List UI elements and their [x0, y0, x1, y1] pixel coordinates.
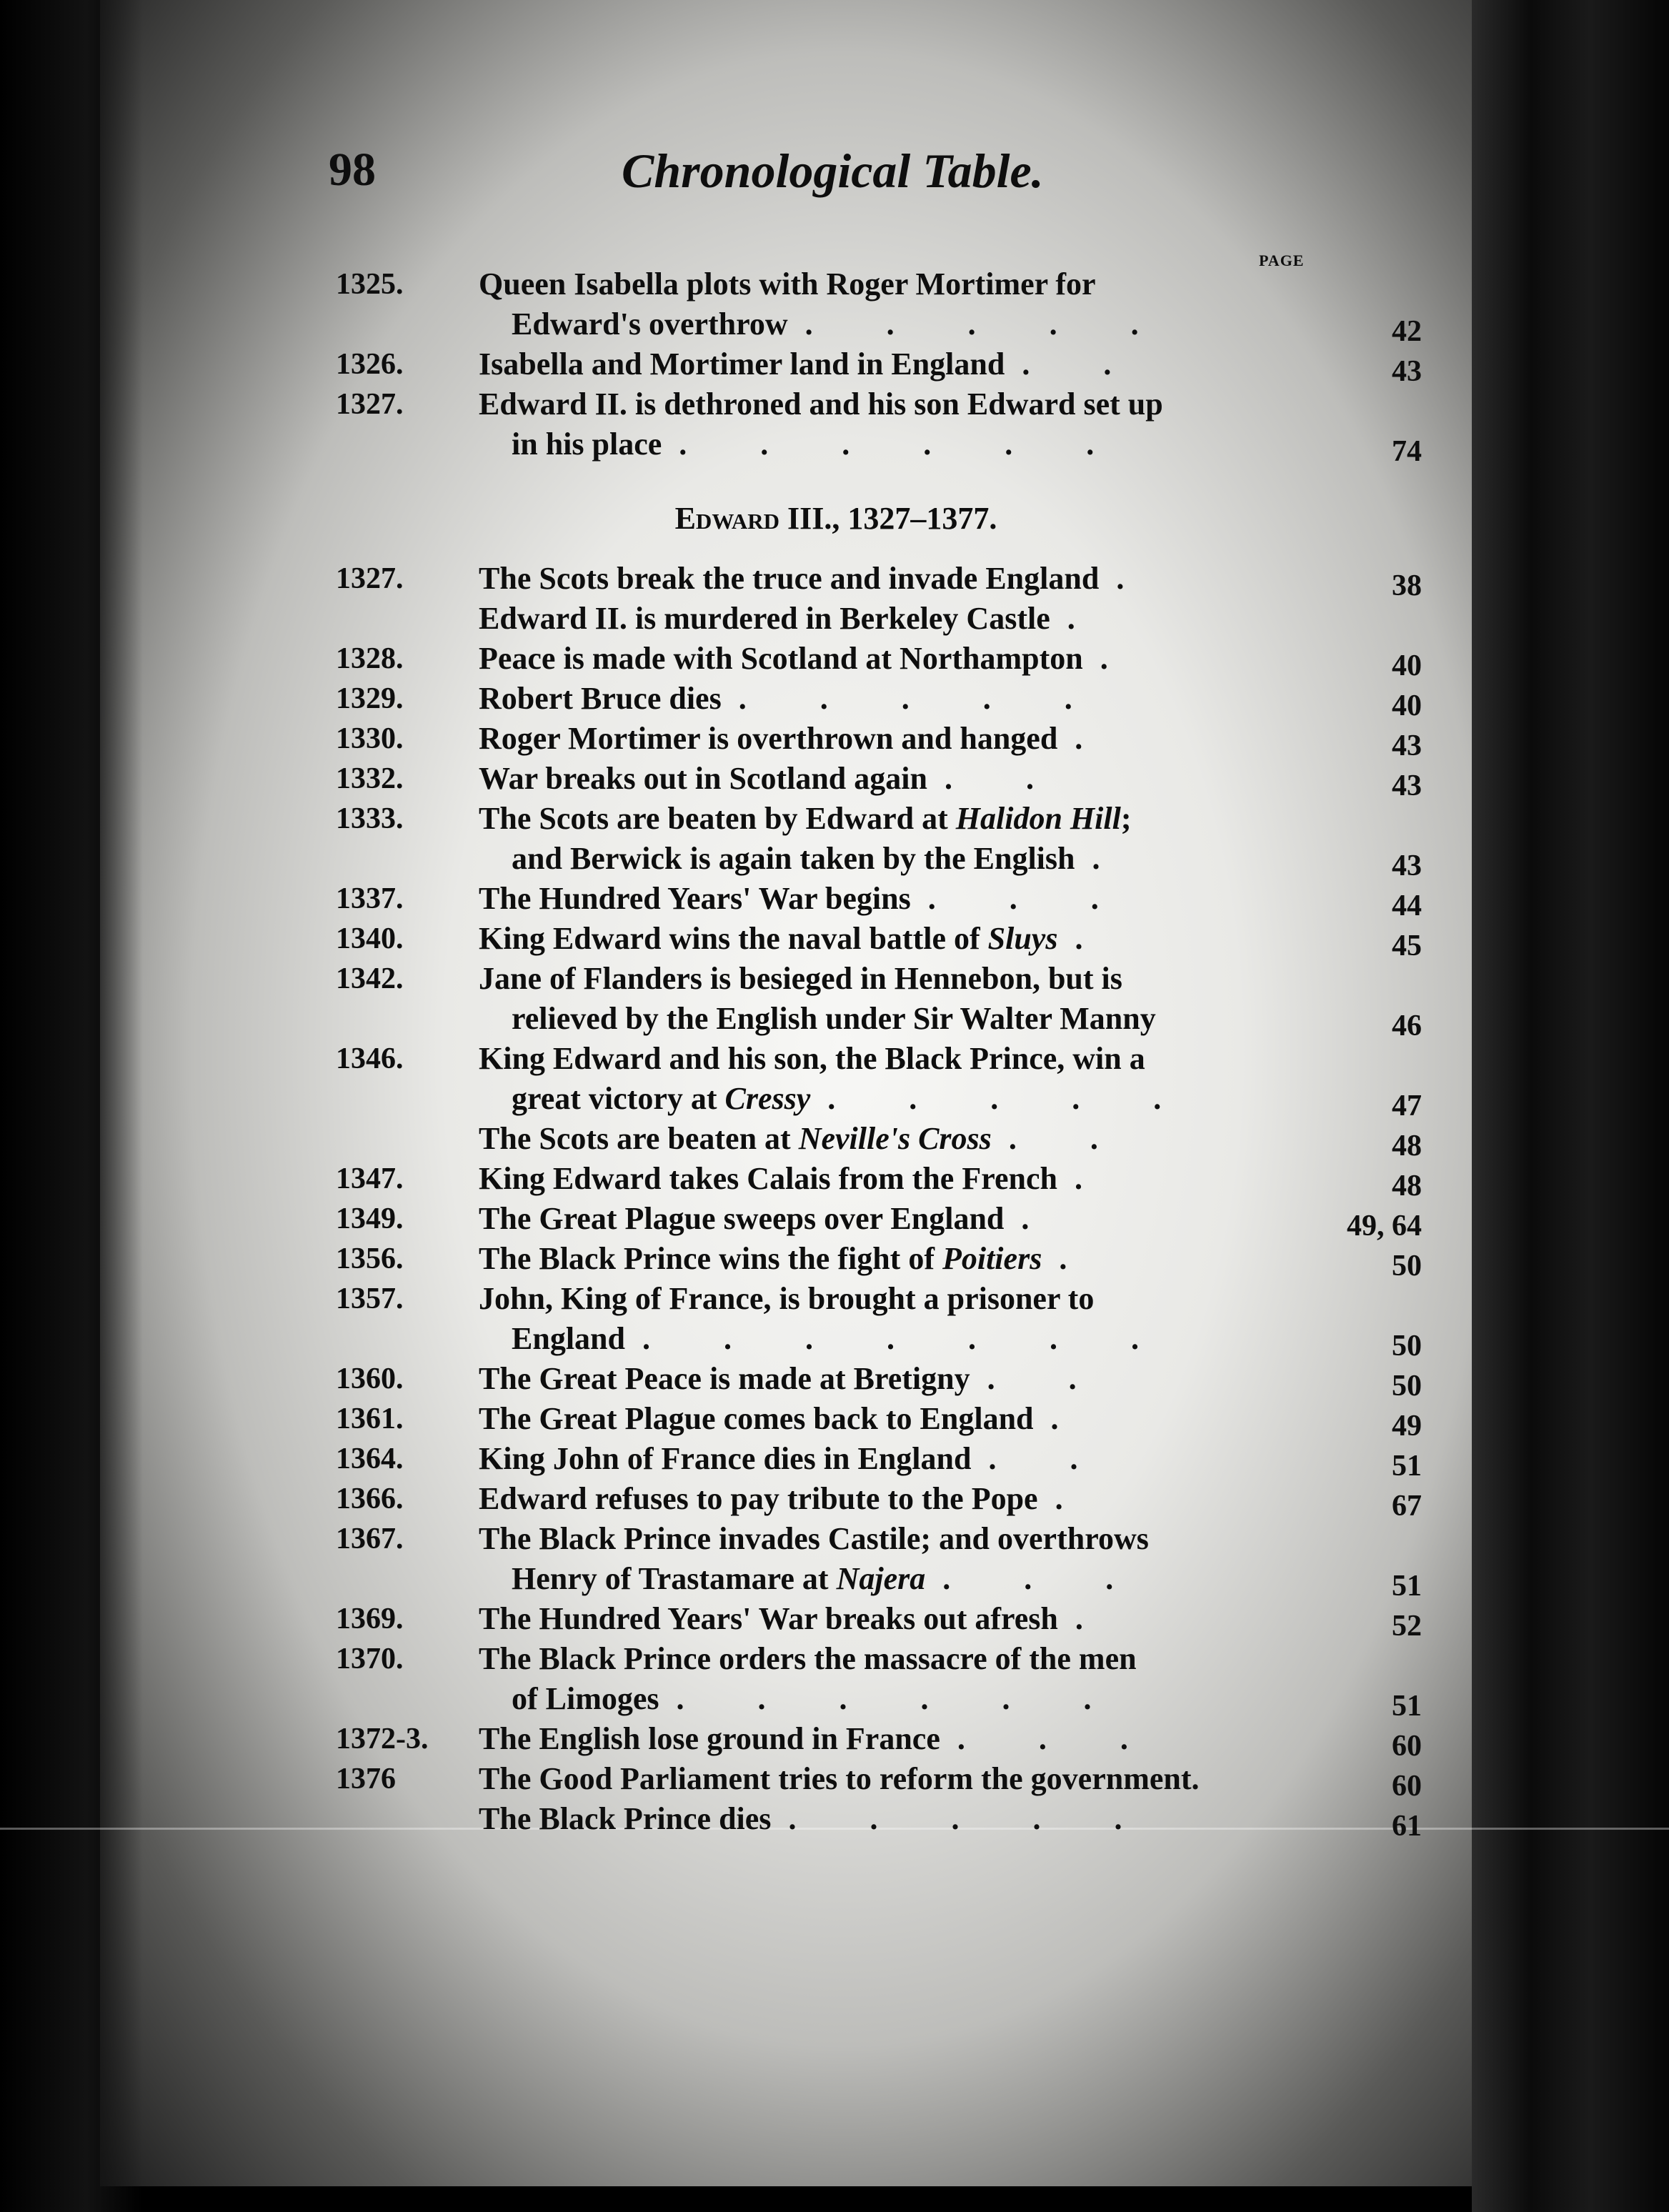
- table-row: [336, 639, 1422, 682]
- table-row: [336, 1359, 1422, 1403]
- entry-text-cont: in his place . . . . . .: [512, 427, 1127, 462]
- entry-year: 1357.: [336, 1282, 404, 1315]
- entry-year: 1360.: [336, 1362, 404, 1395]
- entry-page: 51: [1392, 1450, 1422, 1483]
- table-row: [336, 344, 1422, 388]
- entry-page: 50: [1392, 1370, 1422, 1403]
- entry-year: 1361.: [336, 1403, 404, 1435]
- entry-text: Peace is made with Scotland at Northampton .: [479, 641, 1141, 676]
- entry-text: John, King of France, is brought a prisoner to: [479, 1281, 1095, 1316]
- table-row: [336, 1799, 1422, 1843]
- entry-page: 52: [1392, 1610, 1422, 1643]
- entry-text: The Hundred Years' War breaks out afresh .: [479, 1601, 1116, 1636]
- table-row: [336, 799, 1422, 882]
- table-row: [336, 1479, 1422, 1523]
- entry-text-cont: great victory at Cressy . . . . .: [512, 1081, 1195, 1116]
- table-row: [336, 1599, 1422, 1643]
- entry-text-cont: of Limoges . . . . . .: [512, 1681, 1125, 1716]
- entry-text: Isabella and Mortimer land in England . .: [479, 347, 1145, 382]
- table-row: [336, 919, 1422, 962]
- entry-text: The Black Prince dies . . . . .: [479, 1801, 1155, 1836]
- entry-text: The English lose ground in France . . .: [479, 1721, 1161, 1756]
- table-row: [336, 384, 1422, 468]
- entry-text: The Great Plague sweeps over England .: [479, 1201, 1062, 1236]
- table-row: [336, 719, 1422, 762]
- entry-page: 43: [1392, 729, 1422, 762]
- entry-year: 1376: [336, 1763, 396, 1795]
- entry-text: Edward II. is murdered in Berkeley Castle .: [479, 601, 1108, 636]
- table-row: [336, 1119, 1422, 1162]
- entry-text: The Black Prince invades Castile; and overthrows: [479, 1521, 1149, 1556]
- entry-text: King Edward wins the naval battle of Sluys .: [479, 921, 1116, 956]
- table-row: [336, 959, 1422, 1042]
- table-row: [336, 559, 1422, 602]
- entry-text: King John of France dies in England . .: [479, 1441, 1111, 1476]
- entry-page: 47: [1392, 1090, 1422, 1122]
- entry-year: 1325.: [336, 268, 404, 301]
- entry-page: 49: [1392, 1410, 1422, 1443]
- running-title: Chronological Table.: [622, 144, 1044, 198]
- entry-text: The Hundred Years' War begins . . .: [479, 881, 1132, 916]
- entry-page: 45: [1392, 930, 1422, 962]
- entry-page: 48: [1392, 1130, 1422, 1162]
- reign-name: Edward III.,: [674, 501, 840, 536]
- entry-text: King Edward and his son, the Black Prince, win a: [479, 1041, 1145, 1076]
- entry-page: 40: [1392, 689, 1422, 722]
- entry-year: 1327.: [336, 388, 404, 421]
- entry-page: 49, 64: [1347, 1210, 1422, 1242]
- entry-text-cont: Henry of Trastamare at Najera . . .: [512, 1561, 1147, 1596]
- page-header: [329, 143, 1357, 221]
- entry-text: King Edward takes Calais from the French .: [479, 1161, 1115, 1196]
- entry-page: 60: [1392, 1770, 1422, 1803]
- entry-text: The Black Prince wins the fight of Poitiers .: [479, 1241, 1100, 1276]
- entry-page: 61: [1392, 1810, 1422, 1843]
- entry-page: 60: [1392, 1730, 1422, 1763]
- table-row: [336, 1519, 1422, 1603]
- entry-year: 1340.: [336, 922, 404, 955]
- table-row: [336, 1159, 1422, 1202]
- entry-year: 1326.: [336, 348, 404, 381]
- entry-page: 74: [1392, 435, 1422, 468]
- table-row: [336, 599, 1336, 639]
- entry-page: 43: [1392, 355, 1422, 388]
- entry-text: The Scots are beaten by Edward at Halidon Hill;: [479, 801, 1132, 836]
- entry-year: 1349.: [336, 1202, 404, 1235]
- table-row: [336, 1719, 1422, 1763]
- entry-year: 1328.: [336, 642, 404, 675]
- entry-year: 1347.: [336, 1162, 404, 1195]
- entry-page: 50: [1392, 1330, 1422, 1362]
- entry-page: 42: [1392, 315, 1422, 348]
- entry-year: 1372-3.: [336, 1723, 429, 1755]
- chronological-table: [336, 264, 1422, 1843]
- entry-text: The Great Plague comes back to England .: [479, 1401, 1092, 1436]
- entry-year: 1356.: [336, 1242, 404, 1275]
- entry-year: 1370.: [336, 1643, 404, 1675]
- page-column-label: PAGE: [1259, 251, 1305, 269]
- entry-text: Robert Bruce dies . . . . .: [479, 681, 1105, 716]
- reign-heading: [336, 464, 1336, 559]
- page-number: 98: [329, 144, 376, 196]
- entry-page: 46: [1392, 1010, 1422, 1042]
- entry-year: 1329.: [336, 682, 404, 715]
- entry-page: 43: [1392, 850, 1422, 882]
- scan-left-border: [0, 0, 143, 2212]
- entry-year: 1333.: [336, 802, 404, 835]
- entry-page: 50: [1392, 1250, 1422, 1282]
- entry-page: 43: [1392, 769, 1422, 802]
- entry-year: 1342.: [336, 962, 404, 995]
- entry-text-cont: and Berwick is again taken by the English .: [512, 841, 1133, 876]
- entry-page: 67: [1392, 1490, 1422, 1523]
- entry-text: Edward II. is dethroned and his son Edward set up: [479, 387, 1163, 422]
- entry-page: 44: [1392, 890, 1422, 922]
- entry-text-cont: England . . . . . . .: [512, 1321, 1172, 1356]
- entry-year: 1332.: [336, 762, 404, 795]
- entry-page: 40: [1392, 649, 1422, 682]
- table-row: [336, 1759, 1422, 1803]
- entry-year: 1337.: [336, 882, 404, 915]
- table-row: [336, 1239, 1422, 1282]
- entry-page: 38: [1392, 569, 1422, 602]
- table-row: [336, 1039, 1422, 1122]
- entry-page: 48: [1392, 1170, 1422, 1202]
- entry-year: 1327.: [336, 562, 404, 595]
- entry-text: The Scots break the truce and invade England .: [479, 561, 1157, 596]
- entry-year: 1367.: [336, 1523, 404, 1555]
- entry-year: 1346.: [336, 1042, 404, 1075]
- table-row: [336, 1399, 1422, 1443]
- entry-year: 1364.: [336, 1443, 404, 1475]
- table-row: [336, 759, 1422, 802]
- entry-text: Jane of Flanders is besieged in Hennebon, but is: [479, 961, 1122, 996]
- entry-text: The Black Prince orders the massacre of the men: [479, 1641, 1137, 1676]
- book-spine: [1472, 0, 1669, 2212]
- entry-page: 51: [1392, 1570, 1422, 1603]
- table-row: [336, 1439, 1422, 1483]
- entry-page: 51: [1392, 1690, 1422, 1723]
- entry-text-cont: relieved by the English under Sir Walter Manny: [512, 1001, 1156, 1036]
- entry-text: The Scots are beaten at Neville's Cross . .: [479, 1121, 1131, 1156]
- reign-years: 1327–1377.: [847, 501, 997, 536]
- table-row: [336, 1279, 1422, 1362]
- entry-text: Edward refuses to pay tribute to the Pope .: [479, 1481, 1096, 1516]
- table-row: [336, 879, 1422, 922]
- table-row: [336, 1199, 1422, 1242]
- entry-year: 1330.: [336, 722, 404, 755]
- entry-text-cont: Edward's overthrow . . . . .: [512, 307, 1172, 342]
- entry-year: 1366.: [336, 1483, 404, 1515]
- table-row: [336, 679, 1422, 722]
- entry-text: War breaks out in Scotland again . .: [479, 761, 1067, 796]
- entry-text: The Great Peace is made at Bretigny . .: [479, 1361, 1110, 1396]
- entry-text: Roger Mortimer is overthrown and hanged .: [479, 721, 1116, 756]
- entry-year: 1369.: [336, 1603, 404, 1635]
- table-row: [336, 264, 1422, 348]
- table-row: [336, 1639, 1422, 1723]
- entry-text: Queen Isabella plots with Roger Mortimer for: [479, 266, 1096, 302]
- entry-text: The Good Parliament tries to reform the government.: [479, 1761, 1200, 1796]
